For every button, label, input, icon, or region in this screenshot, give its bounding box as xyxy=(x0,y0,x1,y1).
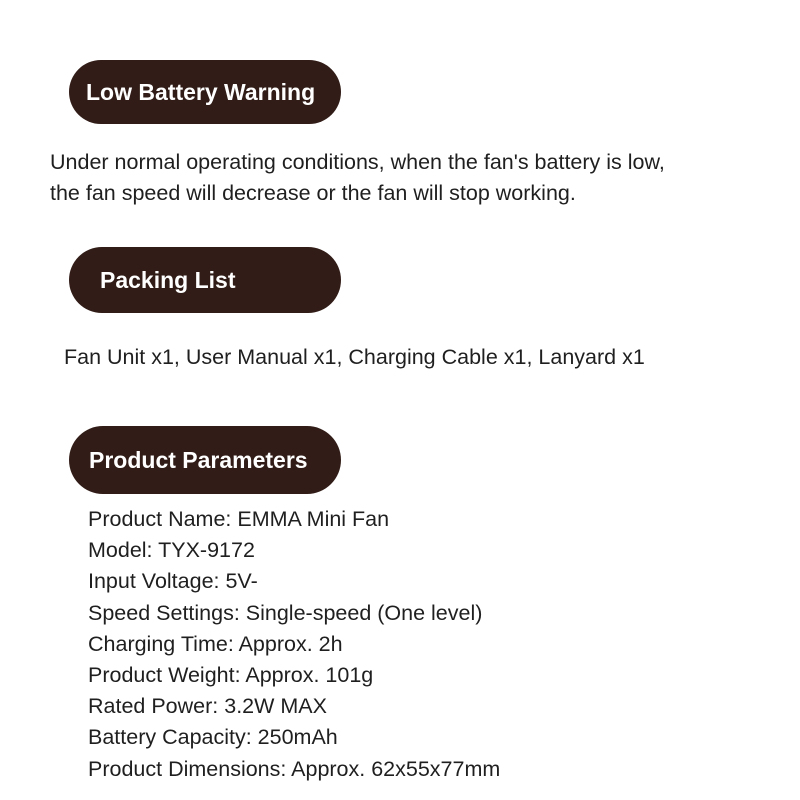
parameter-product-weight: Product Weight: Approx. 101g xyxy=(88,663,374,688)
product-parameters-heading xyxy=(69,426,341,494)
low-battery-warning-text xyxy=(50,147,665,209)
parameter-input-voltage: Input Voltage: 5V- xyxy=(88,569,258,594)
parameter-product-dimensions: Product Dimensions: Approx. 62x55x77mm xyxy=(88,756,501,781)
low-battery-warning-line-2: the fan speed will decrease or the fan will stop working. xyxy=(50,181,576,205)
parameter-charging-time: Charging Time: Approx. 2h xyxy=(88,631,343,656)
packing-list-heading xyxy=(69,247,341,313)
parameter-rated-power: Rated Power: 3.2W MAX xyxy=(88,694,327,719)
parameter-speed-settings: Speed Settings: Single-speed (One level) xyxy=(88,600,483,625)
product-parameters-heading-label: Product Parameters xyxy=(89,446,308,473)
parameter-product-name: Product Name: EMMA Mini Fan xyxy=(88,507,390,531)
low-battery-warning-line-1: Under normal operating conditions, when the fan's battery is low, xyxy=(50,150,665,174)
parameter-battery-capacity: Battery Capacity: 250mAh xyxy=(88,725,338,750)
low-battery-warning-heading xyxy=(69,60,341,124)
product-parameters-list xyxy=(88,504,500,785)
low-battery-warning-heading-label: Low Battery Warning xyxy=(86,78,316,105)
parameter-model: Model: TYX-9172 xyxy=(88,538,255,563)
packing-list-heading-label: Packing List xyxy=(100,266,236,293)
packing-list-text: Fan Unit x1, User Manual x1, Charging Cable x1, Lanyard x1 xyxy=(64,345,645,369)
